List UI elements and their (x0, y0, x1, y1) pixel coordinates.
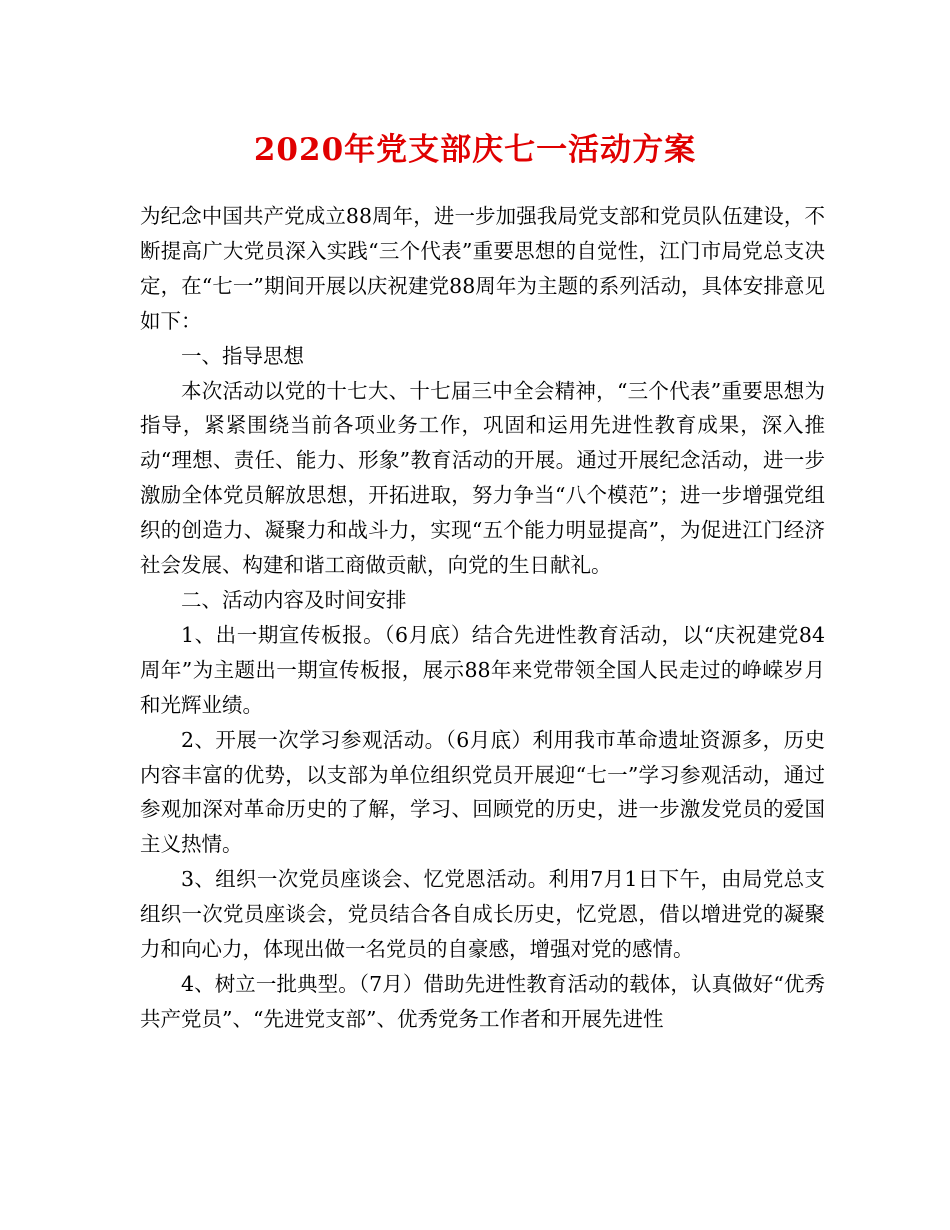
document-body (140, 199, 825, 1037)
section-heading-activities: 二、活动内容及时间安排 (181, 587, 407, 612)
guiding-ideology-paragraph: 本次活动以党的十七大、十七届三中全会精神，“三个代表”重要思想为指导，紧紧围绕当前各项业务工作，巩固和运用先进性教育成果，深入推动“理想、责任、能力、形象”教育活动的开展。通过开展纪念活动，进一步激励全体党员解放思想，开拓进取，努力争当“八个模范”；进一步增强党组织的创造力、凝聚力和战斗力，实现“五个能力明显提高”，为促进江门经济社会发展、构建和谐工商做贡献，向党的生日献礼。 (140, 378, 825, 578)
section-heading-guiding-ideology: 一、指导思想 (181, 343, 304, 368)
activity-item-2: 2、开展一次学习参观活动。（6月底）利用我市革命遗址资源多，历史内容丰富的优势，以支部为单位组织党员开展迎“七一”学习参观活动，通过参观加深对革命历史的了解，学习、回顾党的历史，进一步激发党员的爱国主义热情。 (140, 727, 825, 857)
document-title: 2020年党支部庆七一活动方案 (253, 132, 697, 168)
activity-item-4: 4、树立一批典型。（7月）借助先进性教育活动的载体，认真做好“优秀共产党员”、“先进党支部”、优秀党务工作者和开展先进性 (140, 971, 825, 1031)
activity-item-3: 3、组织一次党员座谈会、忆党恩活动。利用7月1日下午，由局党总支组织一次党员座谈会，党员结合各自成长历史，忆党恩，借以增进党的凝聚力和向心力，体现出做一名党员的自豪感，增强对党的感情。 (140, 867, 825, 962)
activity-item-1: 1、出一期宣传板报。（6月底）结合先进性教育活动，以“庆祝建党84周年”为主题出一期宣传板报，展示88年来党带领全国人民走过的峥嵘岁月和光辉业绩。 (140, 622, 825, 717)
intro-paragraph: 为纪念中国共产党成立88周年，进一步加强我局党支部和党员队伍建设，不断提高广大党员深入实践“三个代表”重要思想的自觉性，江门市局党总支决定，在“七一”期间开展以庆祝建党88周年为主题的系列活动，具体安排意见如下： (140, 204, 825, 333)
